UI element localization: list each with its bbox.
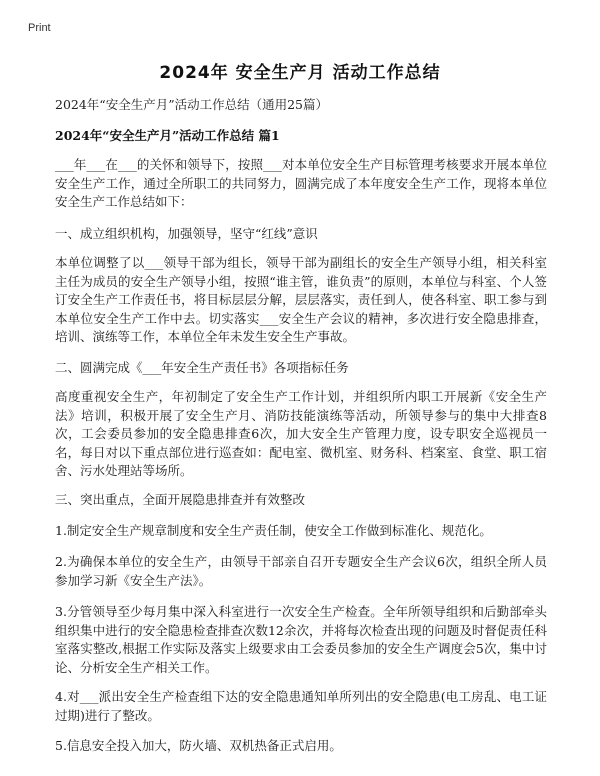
list-item-3: 3.分管领导至少每月集中深入科室进行一次安全生产检查。全年所领导组织和后勤部牵头组织集中进行的安全隐患检查排查次数12余次，并将每次检查出现的问题及时督促责任科室落实整改,根据工作实际及落实上级要求由工会委员参加的安全生产调度会5次，集中讨论、分析安全生产相关工作。 bbox=[55, 604, 547, 675]
section-1-body: 本单位调整了以___领导干部为组长，领导干部为副组长的安全生产领导小组，相关科室主任为成员的安全生产领导小组，按照“谁主管，谁负责”的原则，本单位与科室、个人签订安全生产工作责任书，将目标层层分解，层层落实，责任到人，使各科室、职工参与到本单位安全生产工作中去。切实落实___安全生产会议的精神，多次进行安全隐患排查，培训、演练等工作，本单位全年未发生安全生产事故。 bbox=[55, 255, 547, 344]
article-heading: 2024年“安全生产月”活动工作总结 篇1 bbox=[55, 128, 280, 143]
intro-paragraph: ___年___在___的关怀和领导下，按照___对本单位安全生产目标管理考核要求开展本单位安全生产工作，通过全所职工的共同努力，圆满完成了本年度安全生产工作，现将本单位安全生产工作总结如下： bbox=[55, 157, 547, 209]
section-3-heading: 三、突出重点，全面开展隐患排查并有效整改 bbox=[55, 492, 306, 507]
print-link[interactable]: Print bbox=[28, 22, 51, 34]
document-title: 2024年 安全生产月 活动工作总结 bbox=[159, 63, 441, 83]
list-item-5: 5.信息安全投入加大，防火墙、双机热备正式启用。 bbox=[55, 738, 342, 753]
list-item-4: 4.对___派出安全生产检查组下达的安全隐患通知单所列出的安全隐患(电工房乱、电工证过期)进行了整改。 bbox=[55, 689, 547, 723]
list-item-1: 1.制定安全生产规章制度和安全生产责任制，使安全工作做到标准化、规范化。 bbox=[55, 523, 492, 538]
section-1-heading: 一、成立组织机构，加强领导，坚守“红线”意识 bbox=[55, 226, 318, 241]
document-subtitle: 2024年“安全生产月”活动工作总结（通用25篇） bbox=[55, 97, 328, 112]
section-2-body: 高度重视安全生产，年初制定了安全生产工作计划，并组织所内职工开展新《安全生产法》培训，积极开展了安全生产月、消防技能演练等活动，所领导参与的集中大排查8次，工会委员参加的安全隐患排查6次，加大安全生产管理力度，设专职安全巡视员一名，每日对以下重点部位进行巡查如：配电室、微机室、财务科、档案室、食堂、职工宿舍、污水处理站等场所。 bbox=[55, 389, 547, 478]
section-2-heading: 二、圆满完成《___年安全生产责任书》各项指标任务 bbox=[55, 360, 349, 375]
list-item-2: 2.为确保本单位的安全生产，由领导干部亲自召开专题安全生产会议6次，组织全所人员参加学习新《安全生产法》。 bbox=[55, 554, 547, 588]
